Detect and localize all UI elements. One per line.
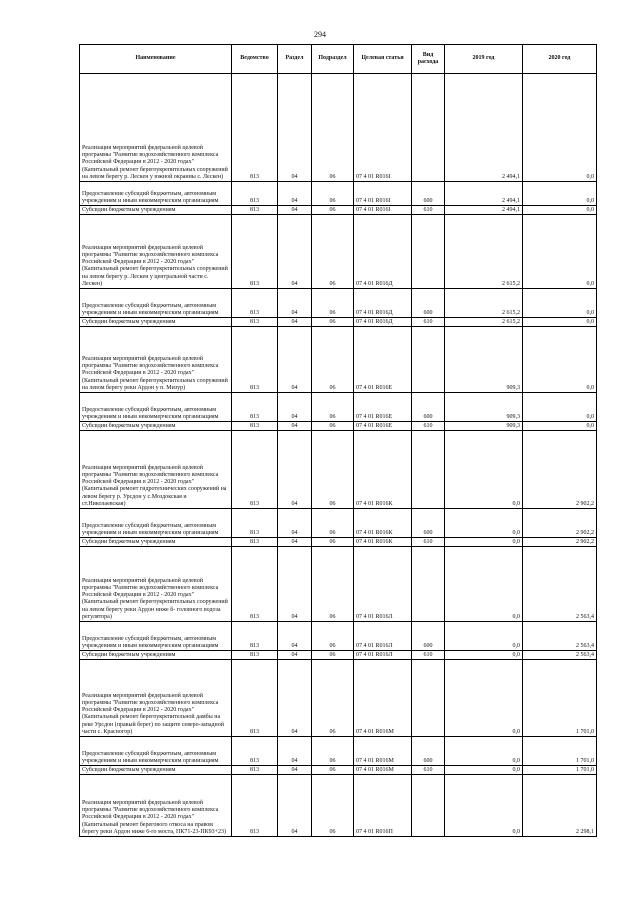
row-2020-amount-cell: 2 563,4 <box>523 547 597 622</box>
row-name-cell: Субсидии бюджетным учреждениям <box>80 766 232 775</box>
table-row <box>80 431 597 509</box>
row-expense-type-cell: 600 <box>412 509 445 538</box>
row-name-cell: Субсидии бюджетным учреждениям <box>80 422 232 431</box>
row-expense-type-cell <box>412 547 445 622</box>
row-name-cell: Предоставление субсидий бюджетным, автономным учреждениям и иным некоммерческим организациям <box>80 509 232 538</box>
row-2019-amount-cell: 0,0 <box>445 509 523 538</box>
row-name-cell: Реализация мероприятий федеральной целевой программы "Развитие водохозяйственного комплекса Российской Федерации в 2012 - 2020 годах" (Капитальный ремонт берегоукрепительной дамбы на реке Урсдон (правый берег) по защите северо-западной части с. Красногор) <box>80 660 232 737</box>
header-expense-type: Вид расхода <box>412 45 445 74</box>
row-2019-amount-cell: 0,0 <box>445 431 523 509</box>
row-2019-amount-cell: 909,3 <box>445 393 523 422</box>
row-subsection-cell: 06 <box>312 289 354 318</box>
row-target-article-cell: 07 4 01 R016К <box>354 509 412 538</box>
row-section-cell: 04 <box>278 737 312 766</box>
table-row <box>80 509 597 538</box>
row-2019-amount-cell: 2 494,1 <box>445 182 523 206</box>
row-2019-amount-cell: 0,0 <box>445 737 523 766</box>
row-department-cell: 813 <box>232 737 278 766</box>
row-subsection-cell: 06 <box>312 622 354 651</box>
table-row <box>80 318 597 327</box>
row-target-article-cell: 07 4 01 R016Е <box>354 393 412 422</box>
row-expense-type-cell: 610 <box>412 538 445 547</box>
row-2020-amount-cell: 0,0 <box>523 206 597 215</box>
row-target-article-cell: 07 4 01 R016I <box>354 182 412 206</box>
row-target-article-cell: 07 4 01 R016Е <box>354 327 412 393</box>
row-name-cell: Реализация мероприятий федеральной целевой программы "Развитие водохозяйственного комплекса Российской Федерации в 2012 - 2020 годах" (Капитальный ремонт берегоукрепительных сооружений на левом берегу р. Лескен у центральной части с. Лескен) <box>80 215 232 289</box>
row-subsection-cell: 06 <box>312 74 354 182</box>
row-2020-amount-cell: 0,0 <box>523 182 597 206</box>
row-expense-type-cell: 610 <box>412 422 445 431</box>
row-subsection-cell: 06 <box>312 431 354 509</box>
row-section-cell: 04 <box>278 660 312 737</box>
row-section-cell: 04 <box>278 775 312 837</box>
row-2020-amount-cell: 2 902,2 <box>523 431 597 509</box>
header-year-2019: 2019 год <box>445 45 523 74</box>
row-name-cell: Субсидии бюджетным учреждениям <box>80 651 232 660</box>
row-subsection-cell: 06 <box>312 182 354 206</box>
row-section-cell: 04 <box>278 431 312 509</box>
table-row <box>80 538 597 547</box>
row-target-article-cell: 07 4 01 R016I <box>354 206 412 215</box>
budget-table <box>79 44 597 837</box>
row-2020-amount-cell: 2 563,4 <box>523 622 597 651</box>
row-2019-amount-cell: 0,0 <box>445 775 523 837</box>
row-target-article-cell: 07 4 01 R016К <box>354 538 412 547</box>
row-target-article-cell: 07 4 01 R016Д <box>354 318 412 327</box>
row-name-cell: Реализация мероприятий федеральной целевой программы "Развитие водохозяйственного комплекса Российской Федерации в 2012 - 2020 годах" (Капитальный ремонт берегоукрепительных сооружений на левом берегу реки Ардон у п. Мизур) <box>80 327 232 393</box>
row-department-cell: 813 <box>232 206 278 215</box>
row-2019-amount-cell: 2 494,1 <box>445 74 523 182</box>
row-2020-amount-cell: 0,0 <box>523 289 597 318</box>
row-department-cell: 813 <box>232 182 278 206</box>
row-expense-type-cell <box>412 775 445 837</box>
row-2020-amount-cell: 0,0 <box>523 74 597 182</box>
row-target-article-cell: 07 4 01 R016Л <box>354 622 412 651</box>
row-department-cell: 813 <box>232 547 278 622</box>
row-2020-amount-cell: 0,0 <box>523 327 597 393</box>
table-row <box>80 660 597 737</box>
row-2019-amount-cell: 2 615,2 <box>445 318 523 327</box>
row-department-cell: 813 <box>232 327 278 393</box>
row-2020-amount-cell: 1 701,0 <box>523 766 597 775</box>
table-row <box>80 622 597 651</box>
row-section-cell: 04 <box>278 206 312 215</box>
row-subsection-cell: 06 <box>312 660 354 737</box>
table-row <box>80 737 597 766</box>
row-expense-type-cell: 600 <box>412 289 445 318</box>
row-subsection-cell: 06 <box>312 393 354 422</box>
row-2019-amount-cell: 909,3 <box>445 422 523 431</box>
row-department-cell: 813 <box>232 660 278 737</box>
row-section-cell: 04 <box>278 318 312 327</box>
header-department: Ведомство <box>232 45 278 74</box>
row-name-cell: Субсидии бюджетным учреждениям <box>80 206 232 215</box>
row-subsection-cell: 06 <box>312 318 354 327</box>
row-2020-amount-cell: 0,0 <box>523 215 597 289</box>
row-target-article-cell: 07 4 01 R016К <box>354 431 412 509</box>
row-expense-type-cell: 610 <box>412 206 445 215</box>
row-target-article-cell: 07 4 01 R016М <box>354 737 412 766</box>
row-target-article-cell: 07 4 01 R016Л <box>354 651 412 660</box>
row-subsection-cell: 06 <box>312 775 354 837</box>
row-2020-amount-cell: 0,0 <box>523 422 597 431</box>
row-section-cell: 04 <box>278 509 312 538</box>
row-name-cell: Субсидии бюджетным учреждениям <box>80 538 232 547</box>
table-row <box>80 327 597 393</box>
row-section-cell: 04 <box>278 327 312 393</box>
row-department-cell: 813 <box>232 431 278 509</box>
row-name-cell: Предоставление субсидий бюджетным, автономным учреждениям и иным некоммерческим организациям <box>80 289 232 318</box>
row-target-article-cell: 07 4 01 R016I <box>354 74 412 182</box>
row-expense-type-cell: 610 <box>412 766 445 775</box>
row-section-cell: 04 <box>278 289 312 318</box>
row-subsection-cell: 06 <box>312 547 354 622</box>
row-expense-type-cell <box>412 327 445 393</box>
header-subsection: Подраздел <box>312 45 354 74</box>
row-department-cell: 813 <box>232 393 278 422</box>
table-header-row <box>80 45 597 74</box>
row-name-cell: Реализация мероприятий федеральной целевой программы "Развитие водохозяйственного комплекса Российской Федерации в 2012 - 2020 годах" (Капитальный ремонт берегоукрепительных сооружений на левом берегу р. Лескен у южной окраины с. Лескен) <box>80 74 232 182</box>
row-expense-type-cell: 600 <box>412 393 445 422</box>
row-subsection-cell: 06 <box>312 651 354 660</box>
row-2019-amount-cell: 0,0 <box>445 547 523 622</box>
row-section-cell: 04 <box>278 651 312 660</box>
row-target-article-cell: 07 4 01 R016М <box>354 766 412 775</box>
row-expense-type-cell: 610 <box>412 318 445 327</box>
row-name-cell: Предоставление субсидий бюджетным, автономным учреждениям и иным некоммерческим организациям <box>80 393 232 422</box>
row-name-cell: Субсидии бюджетным учреждениям <box>80 318 232 327</box>
row-section-cell: 04 <box>278 547 312 622</box>
row-section-cell: 04 <box>278 766 312 775</box>
row-2019-amount-cell: 0,0 <box>445 622 523 651</box>
row-expense-type-cell: 600 <box>412 622 445 651</box>
table-row <box>80 289 597 318</box>
header-section: Раздел <box>278 45 312 74</box>
row-department-cell: 813 <box>232 651 278 660</box>
row-expense-type-cell <box>412 74 445 182</box>
row-2019-amount-cell: 0,0 <box>445 538 523 547</box>
table-row <box>80 74 597 182</box>
row-name-cell: Предоставление субсидий бюджетным, автономным учреждениям и иным некоммерческим организациям <box>80 622 232 651</box>
row-expense-type-cell <box>412 431 445 509</box>
header-target-article: Целевая статья <box>354 45 412 74</box>
row-name-cell: Предоставление субсидий бюджетным, автономным учреждениям и иным некоммерческим организациям <box>80 737 232 766</box>
row-department-cell: 813 <box>232 509 278 538</box>
page-number: 294 <box>314 30 326 39</box>
row-name-cell: Реализация мероприятий федеральной целевой программы "Развитие водохозяйственного комплекса Российской Федерации в 2012 - 2020 годах" (Капитальный ремонт гидротехнических сооружений на левом берегу р. Урсдон у с.Моздокская и ст.Николаевская) <box>80 431 232 509</box>
table-row <box>80 547 597 622</box>
table-row <box>80 215 597 289</box>
row-2019-amount-cell: 0,0 <box>445 660 523 737</box>
row-name-cell: Реализация мероприятий федеральной целевой программы "Развитие водохозяйственного комплекса Российской Федерации в 2012 - 2020 годах" (Капитальный ремонт берегоукрепительных сооружений на левом берегу реки Ардон ниже б- головного водоза регулятора) <box>80 547 232 622</box>
row-target-article-cell: 07 4 01 R016Е <box>354 422 412 431</box>
table-row <box>80 651 597 660</box>
row-subsection-cell: 06 <box>312 327 354 393</box>
table-row <box>80 182 597 206</box>
row-subsection-cell: 06 <box>312 509 354 538</box>
row-2020-amount-cell: 2 902,2 <box>523 509 597 538</box>
row-section-cell: 04 <box>278 422 312 431</box>
row-department-cell: 813 <box>232 775 278 837</box>
row-2019-amount-cell: 0,0 <box>445 651 523 660</box>
row-expense-type-cell <box>412 660 445 737</box>
row-subsection-cell: 06 <box>312 206 354 215</box>
row-name-cell: Реализация мероприятий федеральной целевой программы "Развитие водохозяйственного комплекса Российской Федерации в 2012 - 2020 годах" (Капитальный ремонт берегового откоса на правом берегу реки Ардон ниже 6-го моста, ПК71-23-ПК93+23) <box>80 775 232 837</box>
row-2020-amount-cell: 1 701,0 <box>523 737 597 766</box>
row-2019-amount-cell: 2 615,2 <box>445 289 523 318</box>
row-2019-amount-cell: 2 494,1 <box>445 206 523 215</box>
table-row <box>80 422 597 431</box>
row-section-cell: 04 <box>278 538 312 547</box>
row-2019-amount-cell: 2 615,2 <box>445 215 523 289</box>
row-expense-type-cell: 610 <box>412 651 445 660</box>
row-2019-amount-cell: 0,0 <box>445 766 523 775</box>
row-subsection-cell: 06 <box>312 766 354 775</box>
row-expense-type-cell <box>412 215 445 289</box>
row-department-cell: 813 <box>232 215 278 289</box>
row-subsection-cell: 06 <box>312 538 354 547</box>
row-2020-amount-cell: 2 902,2 <box>523 538 597 547</box>
row-2020-amount-cell: 2 563,4 <box>523 651 597 660</box>
header-name: Наименование <box>80 45 232 74</box>
header-year-2020: 2020 год <box>523 45 597 74</box>
table-row <box>80 393 597 422</box>
row-section-cell: 04 <box>278 215 312 289</box>
row-target-article-cell: 07 4 01 R016Д <box>354 215 412 289</box>
row-name-cell: Предоставление субсидий бюджетным, автономным учреждениям и иным некоммерческим организациям <box>80 182 232 206</box>
row-expense-type-cell: 600 <box>412 737 445 766</box>
row-target-article-cell: 07 4 01 R016М <box>354 660 412 737</box>
row-2019-amount-cell: 909,3 <box>445 327 523 393</box>
row-department-cell: 813 <box>232 538 278 547</box>
row-department-cell: 813 <box>232 289 278 318</box>
row-department-cell: 813 <box>232 622 278 651</box>
row-target-article-cell: 07 4 01 R016Д <box>354 289 412 318</box>
table-row <box>80 766 597 775</box>
row-expense-type-cell: 600 <box>412 182 445 206</box>
table-row <box>80 775 597 837</box>
row-section-cell: 04 <box>278 622 312 651</box>
row-2020-amount-cell: 2 298,1 <box>523 775 597 837</box>
row-department-cell: 813 <box>232 422 278 431</box>
row-department-cell: 813 <box>232 766 278 775</box>
row-subsection-cell: 06 <box>312 737 354 766</box>
row-section-cell: 04 <box>278 74 312 182</box>
row-section-cell: 04 <box>278 182 312 206</box>
row-target-article-cell: 07 4 01 R016П <box>354 775 412 837</box>
row-department-cell: 813 <box>232 74 278 182</box>
row-2020-amount-cell: 1 701,0 <box>523 660 597 737</box>
table-row <box>80 206 597 215</box>
row-department-cell: 813 <box>232 318 278 327</box>
row-2020-amount-cell: 0,0 <box>523 393 597 422</box>
table-body <box>80 74 597 837</box>
row-section-cell: 04 <box>278 393 312 422</box>
row-subsection-cell: 06 <box>312 422 354 431</box>
row-subsection-cell: 06 <box>312 215 354 289</box>
row-2020-amount-cell: 0,0 <box>523 318 597 327</box>
row-target-article-cell: 07 4 01 R016Л <box>354 547 412 622</box>
